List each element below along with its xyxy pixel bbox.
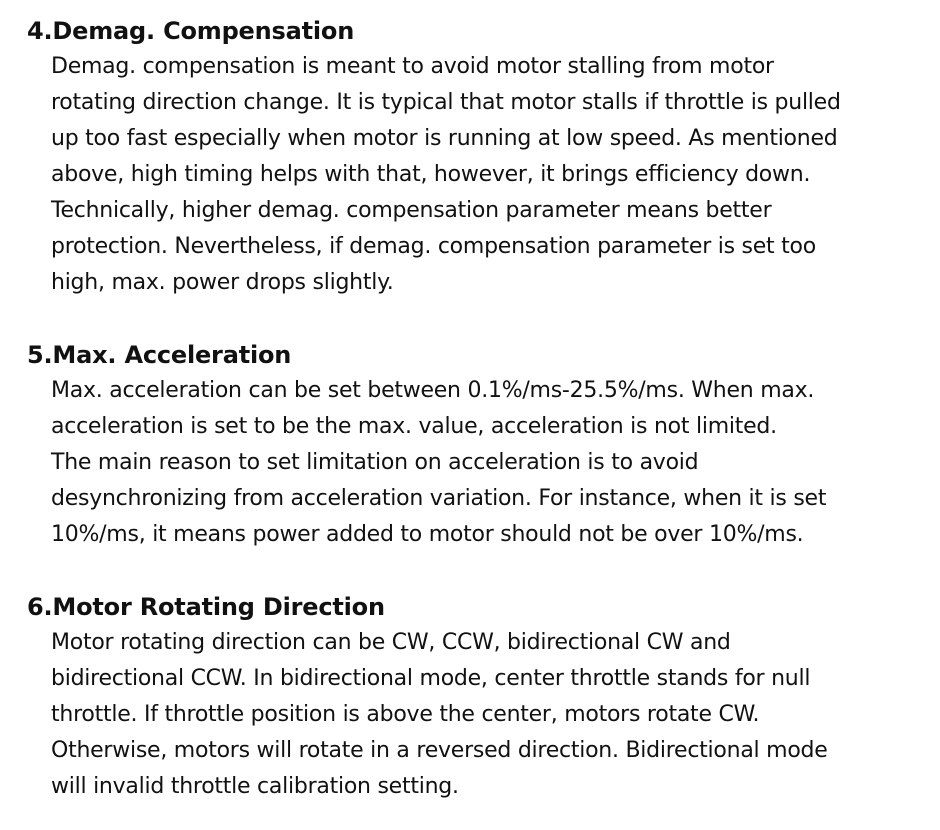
section-demag-compensation — [0, 13, 940, 301]
body-line: Technically, higher demag. compensation parameter means better — [51, 198, 772, 223]
section-heading: 6.Motor Rotating Direction — [27, 593, 385, 621]
body-line: 10%/ms, it means power added to motor should not be over 10%/ms. — [51, 522, 804, 547]
section-body — [51, 373, 931, 553]
body-line: bidirectional CCW. In bidirectional mode, center throttle stands for null — [51, 666, 811, 691]
body-line: Motor rotating direction can be CW, CCW, bidirectional CW and — [51, 630, 731, 655]
body-line: will invalid throttle calibration setting. — [51, 774, 459, 799]
section-motor-rotating-direction — [0, 589, 940, 805]
section-heading: 5.Max. Acceleration — [27, 341, 292, 369]
body-line: acceleration is set to be the max. value, acceleration is not limited. — [51, 414, 777, 439]
body-line: rotating direction change. It is typical that motor stalls if throttle is pulled — [51, 90, 841, 115]
body-line: protection. Nevertheless, if demag. compensation parameter is set too — [51, 234, 816, 259]
body-line: Otherwise, motors will rotate in a reversed direction. Bidirectional mode — [51, 738, 828, 763]
body-line: desynchronizing from acceleration variation. For instance, when it is set — [51, 486, 827, 511]
section-body — [51, 625, 931, 805]
body-line: throttle. If throttle position is above the center, motors rotate CW. — [51, 702, 760, 727]
section-max-acceleration — [0, 337, 940, 553]
body-line: Demag. compensation is meant to avoid motor stalling from motor — [51, 54, 774, 79]
body-line: high, max. power drops slightly. — [51, 270, 394, 295]
body-line: up too fast especially when motor is running at low speed. As mentioned — [51, 126, 838, 151]
body-line: Max. acceleration can be set between 0.1%/ms-25.5%/ms. When max. — [51, 378, 815, 403]
body-line: above, high timing helps with that, however, it brings efficiency down. — [51, 162, 811, 187]
section-heading: 4.Demag. Compensation — [27, 17, 355, 45]
section-body — [51, 49, 931, 301]
body-line: The main reason to set limitation on acceleration is to avoid — [51, 450, 699, 475]
